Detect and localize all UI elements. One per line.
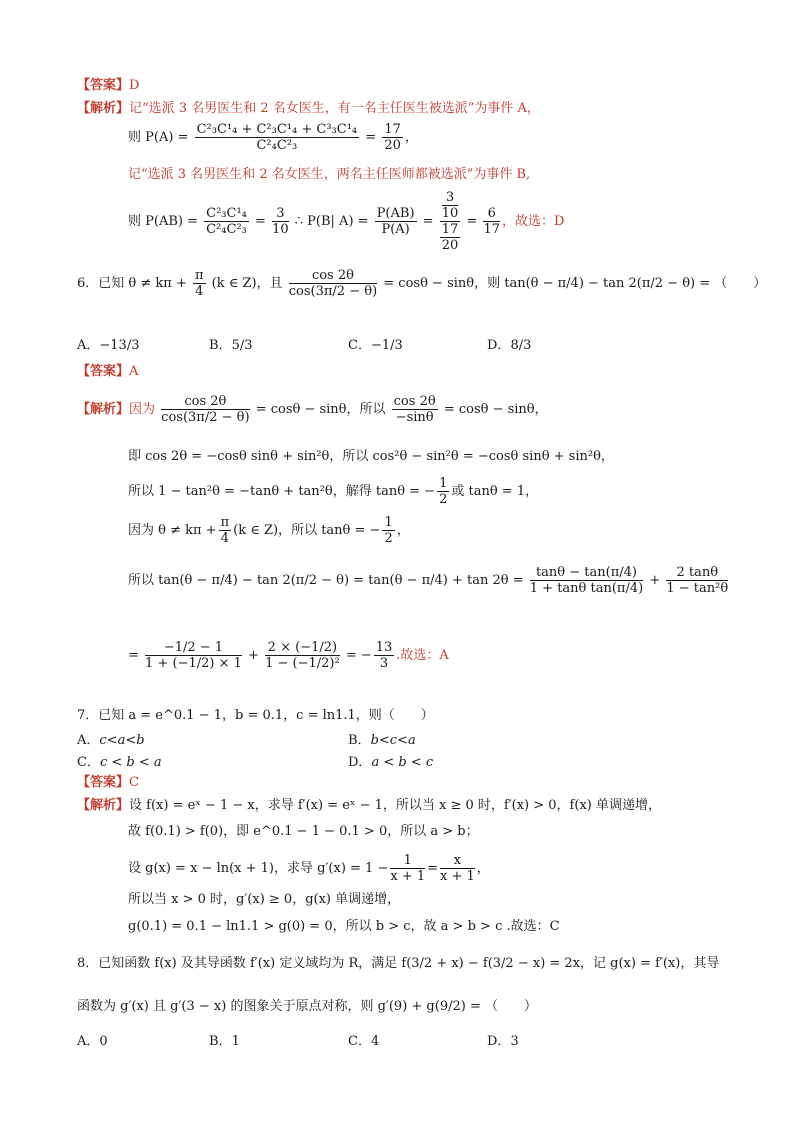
q8-option-b[interactable]: B．1: [209, 1034, 240, 1049]
q5-analysis-text1: 记“选派 3 名男医生和 2 名女医生，有一名主任医生被选派”为事件 A，: [129, 101, 540, 116]
q5-pa-lhs: 则 P(A) =: [128, 130, 189, 145]
q6-analysis-line1: 【解析】因为 $\frac{\cos 2\theta}{\cos(3\pi/2 - \theta)}$ = cosθ − sinθ，所以 $\frac{\cos 2\theta}{-\sin\theta}$ = cosθ − sinθ，: [77, 394, 548, 425]
q5-pa-frac: $\frac{\text{C²₃C¹₄ + C²₃C¹₄ + C³₃C¹₄}}{\text{C²₄C²₃}}$: [196, 122, 358, 153]
q8-stem-line2: 函数为 g′(x) 且 g′(3 − x) 的图象关于原点对称，则 g′(9) + g(9/2) = （ ）: [77, 999, 537, 1014]
q7-option-d[interactable]: D．a < b < c: [348, 755, 434, 770]
q7-analysis-line3: 设 g(x) = x − ln(x + 1)，求导 g′(x) = 1 − $\frac{1}{x + 1}$ = $\frac{x}{x + 1}$ ，: [128, 853, 490, 884]
q6-analysis-line3: 所以 1 − tan²θ = −tanθ + tan²θ，解得 tanθ = − $\frac{1}{2}$ 或 tanθ = 1，: [128, 476, 539, 507]
q6-option-a[interactable]: A．−13/3: [77, 338, 140, 353]
q5-prob-a: 则 P(A) = $\frac{\text{C²₃C¹₄ + C²₃C¹₄ + C³₃C¹₄}}{\text{C²₄C²₃}}$ = $\frac{17}{20}$ ，: [128, 122, 418, 153]
analysis-label: 【解析】: [77, 101, 130, 116]
q5-prob-ab: 则 P(AB) = $\frac{\text{C²₃C¹₄}}{\text{C²₄C²₃}}$ = $\frac{3}{10}$ ∴ P(B| A) = $\frac{P(AB)}{P(A)}$ = $\frac{\frac{3}{10}}{\frac{17}{20}}$ = $\frac{6}{17}$ ，故选：D: [128, 190, 565, 253]
q8-option-d[interactable]: D．3: [487, 1034, 519, 1049]
q6-analysis-line4: 因为 θ ≠ kπ + $\frac{\pi}{4}$ (k ∈ Z)，所以 tanθ = − $\frac{1}{2}$ ，: [128, 515, 410, 546]
q6-stem: 6．已知 θ ≠ kπ + $\frac{\pi}{4}$ (k ∈ Z)，且 $\frac{\cos 2\theta}{\cos(3\pi/2 - \theta)}$ = cosθ − sinθ，则 tan(θ − π/4) − tan 2(π/2 − θ) = （ ）: [77, 268, 767, 299]
q8-stem-line1: 8．已知函数 f(x) 及其导函数 f′(x) 定义域均为 R，满足 f(3/2 + x) − f(3/2 − x) = 2x，记 g(x) = f′(x)，其导: [77, 956, 720, 971]
q5-answer: D: [129, 78, 140, 93]
q7-analysis-line5: g(0.1) = 0.1 − ln1.1 > g(0) = 0，所以 b > c，故 a > b > c .故选：C: [128, 919, 560, 934]
q7-analysis-line2: 故 f(0.1) > f(0)，即 e^0.1 − 1 − 0.1 > 0，所以 a > b；: [128, 824, 479, 839]
q5-analysis-line1: [77, 100, 540, 118]
q7-stem: 7．已知 a = e^0.1 − 1，b = 0.1，c = ln1.1，则（ ）: [77, 708, 434, 723]
q5-event-b: 记“选派 3 名男医生和 2 名女医生，两名主任医师都被选派”为事件 B,: [128, 167, 531, 182]
q7-option-b[interactable]: B．b<c<a: [348, 733, 416, 748]
q7-answer-line: 【答案】C: [77, 775, 139, 790]
q5-compound-frac: $\frac{\frac{3}{10}}{\frac{17}{20}}$: [441, 190, 459, 253]
q8-option-a[interactable]: A．0: [77, 1034, 108, 1049]
q6-answer: A: [129, 364, 139, 379]
answer-label: 【答案】: [77, 78, 130, 93]
q7-analysis-line1: 【解析】设 f(x) = eˣ − 1 − x，求导 f′(x) = eˣ − 1，所以当 x ≥ 0 时，f′(x) > 0，f(x) 单调递增，: [77, 798, 661, 813]
q7-option-c[interactable]: C．c < b < a: [77, 755, 162, 770]
q5-answer-line: [77, 77, 139, 95]
q6-analysis-line6: = $\frac{-1/2 - 1}{1 + (-1/2) \times 1}$ + $\frac{2 \times (-1/2)}{\text{1 − (−1/2)²}}$ = − $\frac{13}{3}$ .故选：A: [128, 640, 449, 671]
q6-option-d[interactable]: D．8/3: [487, 338, 532, 353]
q6-analysis-line2: 即 cos 2θ = −cosθ sinθ + sin²θ，所以 cos²θ − sin²θ = −cosθ sinθ + sin²θ，: [128, 449, 614, 464]
q5-pa-result: $\frac{17}{20}$: [384, 122, 401, 153]
q8-option-c[interactable]: C．4: [348, 1034, 380, 1049]
q7-analysis-line4: 所以当 x > 0 时，g′(x) ≥ 0，g(x) 单调递增，: [128, 892, 401, 907]
q6-option-b[interactable]: B．5/3: [209, 338, 253, 353]
q7-option-a[interactable]: A．c<a<b: [77, 733, 145, 748]
q7-answer: C: [129, 775, 139, 790]
q6-answer-line: 【答案】A: [77, 364, 139, 379]
q6-option-c[interactable]: C．−1/3: [348, 338, 403, 353]
q6-analysis-line5: 所以 tan(θ − π/4) − tan 2(π/2 − θ) = tan(θ − π/4) + tan 2θ = $\frac{\tan\theta - \tan(\pi/4)}{\text{1 + tanθ tan(π/4)}}$ + $\frac{2 \tan\theta}{\text{1 − tan²θ}}$: [128, 565, 729, 596]
